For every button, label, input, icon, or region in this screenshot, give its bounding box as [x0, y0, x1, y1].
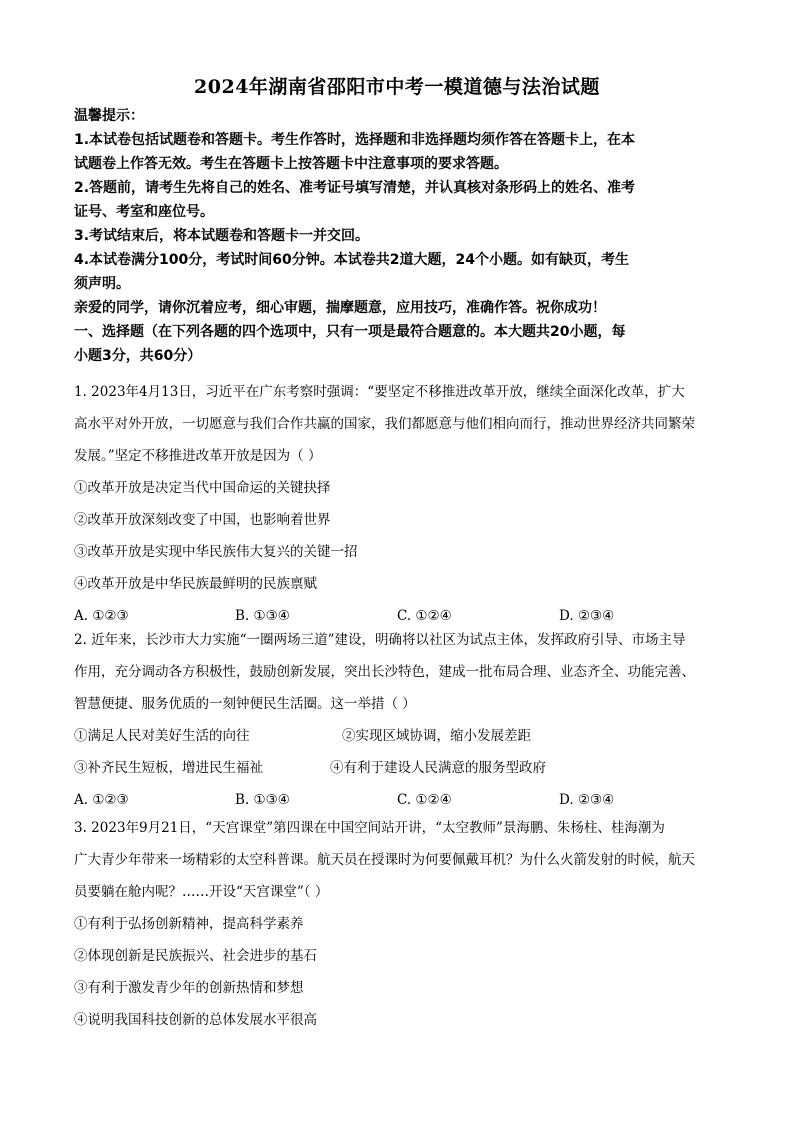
section-heading: 一、选择题（在下列各题的四个选项中，只有一项是最符合题意的。本大题共20小题，每 — [74, 324, 626, 340]
section-heading-cont: 小题3分，共60分） — [74, 348, 202, 364]
statement-option: ②改革开放深刻改变了中国，也影响着世界 — [74, 512, 331, 528]
choice-b: B. ①③④ — [235, 792, 290, 808]
question-1 — [74, 376, 724, 632]
question-stem: 高水平对外开放，一切愿意与我们合作共赢的国家，我们都愿意与他们相向而行，推动世界经济共同繁荣 — [74, 416, 695, 432]
question-stem: 员要躺在舱内呢？……开设“天宫课堂”（ ） — [74, 884, 329, 900]
choice-a: A. ①②③ — [74, 792, 129, 808]
question-3 — [74, 812, 724, 1036]
statement-option: ③有利于激发青少年的创新热情和梦想 — [74, 980, 304, 996]
statement-option: ①有利于弘扬创新精神，提高科学素养 — [74, 916, 304, 932]
notice-line: 试题卷上作答无效。考生在答题卡上按答题卡中注意事项的要求答题。 — [74, 156, 508, 172]
statement-option-row — [74, 752, 724, 784]
notice-line: 须声明。 — [74, 276, 130, 292]
question-stem: 1. 2023年4月13日，习近平在广东考察时强调：“要坚定不移推进改革开放，继续全面深化改革，扩大 — [74, 384, 685, 400]
statement-option: ①改革开放是决定当代中国命运的关键抉择 — [74, 480, 331, 496]
choice-d: D. ②③④ — [559, 608, 615, 624]
question-stem: 广大青少年带来一场精彩的太空科普课。航天员在授课时为何要佩戴耳机？为什么火箭发射的时候，航天 — [74, 852, 695, 868]
question-stem: 2. 近年来，长沙市大力实施“一圈两场三道”建设，明确将以社区为试点主体，发挥政府引导、市场主导 — [74, 632, 686, 648]
notice-line: 3.考试结束后，将本试题卷和答题卡一并交回。 — [74, 228, 370, 244]
choice-b: B. ①③④ — [235, 608, 290, 624]
question-stem: 3. 2023年9月21日，“天宫课堂”第四课在中国空间站开讲，“太空教师”景海鹏、朱杨柱、桂海潮为 — [74, 820, 665, 836]
choice-c: C. ①②④ — [397, 608, 452, 624]
page-title: 2024年湖南省邵阳市中考一模道德与法治试题 — [194, 76, 600, 98]
notice-section — [74, 104, 724, 368]
choice-a: A. ①②③ — [74, 608, 129, 624]
notice-line: 4.本试卷满分100分，考试时间60分钟。本试卷共2道大题，24个小题。如有缺页，考生 — [74, 252, 629, 268]
question-stem: 发展。”坚定不移推进改革开放是因为（ ） — [74, 448, 322, 464]
choice-d: D. ②③④ — [559, 792, 615, 808]
question-stem: 作用，充分调动各方积极性，鼓励创新发展，突出长沙特色，建成一批布局合理、业态齐全、功能完善、 — [74, 664, 695, 680]
statement-option: ④说明我国科技创新的总体发展水平很高 — [74, 1012, 317, 1028]
statement-option: ②体现创新是民族振兴、社会进步的基石 — [74, 948, 317, 964]
encouragement-line: 亲爱的同学，请你沉着应考，细心审题，揣摩题意，应用技巧，准确作答。祝你成功！ — [74, 300, 606, 316]
question-2 — [74, 624, 724, 816]
notice-line: 1.本试卷包括试题卷和答题卡。考生作答时，选择题和非选择题均须作答在答题卡上，在本 — [74, 132, 636, 148]
statement-option: ③补齐民生短板，增进民生福祉 — [74, 760, 263, 776]
statement-option: ②实现区域协调，缩小发展差距 — [342, 728, 531, 744]
choice-c: C. ①②④ — [397, 792, 452, 808]
statement-option-row — [74, 720, 724, 752]
notice-line: 证号、考室和座位号。 — [74, 204, 214, 220]
statement-option: ④改革开放是中华民族最鲜明的民族禀赋 — [74, 576, 317, 592]
statement-option: ④有利于建设人民满意的服务型政府 — [330, 760, 546, 776]
question-stem: 智慧便捷、服务优质的一刻钟便民生活圈。这一举措（ ） — [74, 696, 416, 712]
notice-heading: 温馨提示： — [74, 108, 144, 124]
statement-option: ①满足人民对美好生活的向往 — [74, 728, 250, 744]
notice-line: 2.答题前，请考生先将自己的姓名、准考证号填写清楚，并认真核对条形码上的姓名、准考 — [74, 180, 636, 196]
statement-option: ③改革开放是实现中华民族伟大复兴的关键一招 — [74, 544, 358, 560]
